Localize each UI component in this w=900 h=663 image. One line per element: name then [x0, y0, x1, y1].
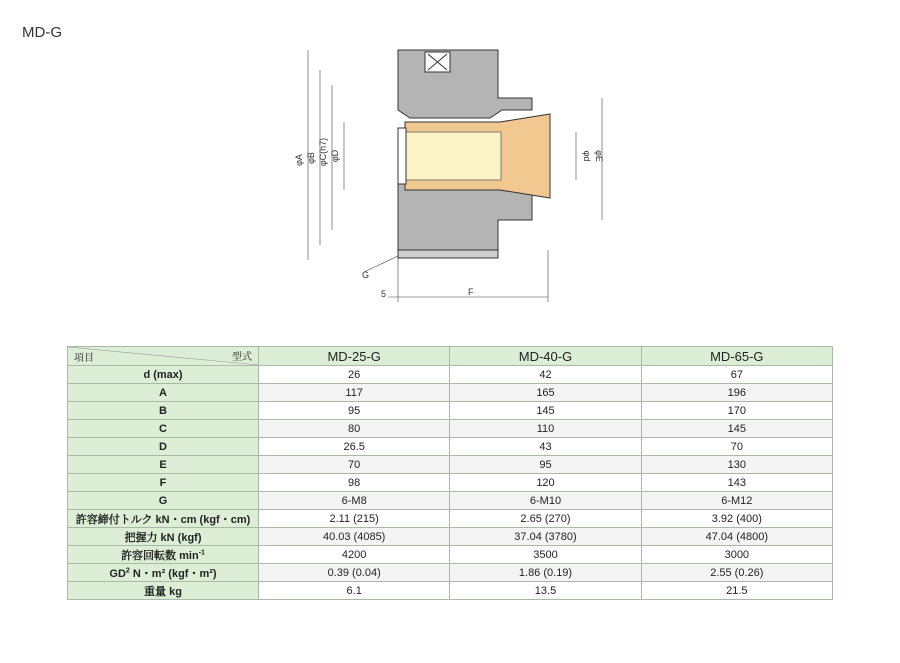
table-row [68, 546, 833, 564]
label-f: F [468, 287, 474, 297]
row-label: F [68, 474, 259, 492]
table-row [68, 510, 833, 528]
row-label: 許容締付トルク kN・cm (kgf・cm) [68, 510, 259, 528]
table-row [68, 564, 833, 582]
table-cell: 2.55 (0.26) [641, 564, 832, 582]
table-cell: 6.1 [259, 582, 450, 600]
table-cell: 117 [259, 384, 450, 402]
table-cell: 21.5 [641, 582, 832, 600]
label-phi-a: φA [294, 154, 304, 166]
row-label: B [68, 402, 259, 420]
corner-left-label: 項目 [74, 353, 94, 364]
table-cell: 0.39 (0.04) [259, 564, 450, 582]
row-label: d (max) [68, 366, 259, 384]
cross-section-drawing [280, 40, 620, 310]
page-title: MD-G [22, 24, 62, 41]
spec-table [67, 346, 833, 600]
table-cell: 2.11 (215) [259, 510, 450, 528]
table-row [68, 402, 833, 420]
row-label: 許容回転数 $\min^{-1}$ [68, 546, 259, 564]
table-row [68, 582, 833, 600]
row-label: $GD^2$ N・m² (kgf・m²) [68, 564, 259, 582]
label-phi-b: φB [306, 152, 316, 164]
table-cell: 130 [641, 456, 832, 474]
table-cell: 13.5 [450, 582, 641, 600]
table-cell: 42 [450, 366, 641, 384]
table-row [68, 366, 833, 384]
model-header: MD-40-G [450, 347, 641, 366]
table-cell: 3000 [641, 546, 832, 564]
model-header: MD-25-G [259, 347, 450, 366]
label-g: G [362, 270, 370, 280]
table-row [68, 420, 833, 438]
model-header: MD-65-G [641, 347, 832, 366]
table-cell: 110 [450, 420, 641, 438]
table-row [68, 492, 833, 510]
corner-right-label: 型式 [232, 352, 252, 363]
label-phi-e: φE [594, 150, 604, 162]
row-label: C [68, 420, 259, 438]
table-cell: 37.04 (3780) [450, 528, 641, 546]
table-cell: 67 [641, 366, 832, 384]
table-cell: 26 [259, 366, 450, 384]
table-cell: 70 [641, 438, 832, 456]
table-cell: 3.92 (400) [641, 510, 832, 528]
table-cell: 196 [641, 384, 832, 402]
table-cell: 40.03 (4085) [259, 528, 450, 546]
table-cell: 2.65 (270) [450, 510, 641, 528]
corner-cell [68, 347, 259, 366]
table-cell: 47.04 (4800) [641, 528, 832, 546]
table-cell: 1.86 (0.19) [450, 564, 641, 582]
table-cell: 6-M10 [450, 492, 641, 510]
table-cell: 145 [641, 420, 832, 438]
bore [405, 132, 501, 180]
table-cell: 98 [259, 474, 450, 492]
table-cell: 43 [450, 438, 641, 456]
row-label: D [68, 438, 259, 456]
table-cell: 120 [450, 474, 641, 492]
table-row [68, 474, 833, 492]
table-cell: 143 [641, 474, 832, 492]
table-cell: 26.5 [259, 438, 450, 456]
label-phi-c: φC(h7) [318, 137, 328, 167]
table-cell: 165 [450, 384, 641, 402]
row-label: A [68, 384, 259, 402]
table-cell: 6-M8 [259, 492, 450, 510]
table-cell: 4200 [259, 546, 450, 564]
row-label: G [68, 492, 259, 510]
table-cell: 145 [450, 402, 641, 420]
label-phi-d-upper: φD [330, 149, 340, 163]
label-5: 5 [381, 289, 387, 299]
table-cell: 80 [259, 420, 450, 438]
table-row [68, 384, 833, 402]
row-label: 把握力 kN (kgf) [68, 528, 259, 546]
table-cell: 3500 [450, 546, 641, 564]
table-cell: 95 [259, 402, 450, 420]
table-row [68, 438, 833, 456]
table-cell: 95 [450, 456, 641, 474]
row-label: 重量 kg [68, 582, 259, 600]
table-row [68, 528, 833, 546]
table-cell: 6-M12 [641, 492, 832, 510]
lower-flange [398, 250, 498, 258]
table-cell: 70 [259, 456, 450, 474]
header-row [68, 347, 833, 366]
upper-body [398, 50, 532, 118]
table-row [68, 456, 833, 474]
table-cell: 170 [641, 402, 832, 420]
label-phi-d-lower: φd [582, 150, 592, 162]
row-label: E [68, 456, 259, 474]
